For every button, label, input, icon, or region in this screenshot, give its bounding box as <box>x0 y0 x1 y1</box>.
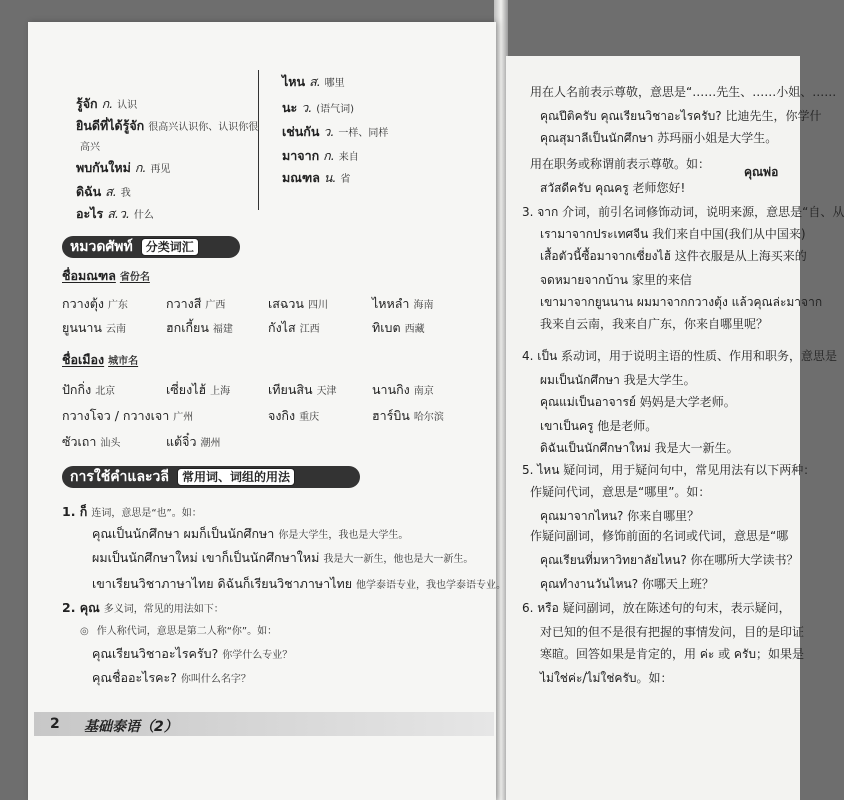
right-page-line: สวัสดีครับ คุณครู 老师您好! <box>540 181 686 195</box>
section-header-vocab: หมวดศัพท์ 分类词汇 <box>62 236 240 258</box>
city-item: เซี่ยงไฮ้ 上海 <box>166 382 231 397</box>
city-item: กวางโจว / กวางเจา 广州 <box>62 408 194 423</box>
right-page-line: คุณมาจากไหน? 你来自哪里？ <box>540 509 700 523</box>
city-item: ปักกิ่ง 北京 <box>62 382 116 397</box>
usage-example: เขาเรียนวิชาภาษาไทย ดิฉันก็เรียนวิชาภาษาไทย 他学泰语专业，我也学泰语专业。 <box>92 576 507 591</box>
city-item: แต้จิ๋ว 潮州 <box>166 434 221 449</box>
right-page-line: 作疑问代词，意思是“哪里”。如： <box>530 485 711 499</box>
provinces-heading: ชื่อมณฑล 省份名 <box>62 268 150 283</box>
vocab-entry: ยินดีที่ได้รู้จัก 很高兴认识你、认识你很 <box>76 118 259 133</box>
vocab-entry: มาจาก ก. 来自 <box>282 148 359 163</box>
right-page-line: ไม่ใช่ค่ะ/ไม่ใช่ครับ。如： <box>540 671 673 685</box>
vocab-entry: อะไร ส.ว. 什么 <box>76 206 154 221</box>
right-page-line: 4. เป็น 系动词，用于说明主语的性质、作用和职务，意思是 <box>522 349 838 363</box>
usage-example: คุณเรียนวิชาอะไรครับ? 你学什么专业？ <box>92 646 293 661</box>
right-page-line: คุณแม่เป็นอาจารย์ 妈妈是大学老师。 <box>540 395 736 409</box>
right-page-line: 我来自云南，我来自广东，你来自哪里呢？ <box>540 317 769 331</box>
vocab-entry: นะ ว. (语气词) <box>282 100 355 115</box>
right-page-line: 寒暄。回答如果是肯定的，用 ค่ะ 或 ครับ；如果是 <box>540 647 805 661</box>
vocab-entry: มณฑล น. 省 <box>282 170 351 185</box>
right-page-line: 作疑问副词，修饰前面的名词或代词，意思是“哪 <box>530 529 789 543</box>
vocab-divider <box>258 70 259 210</box>
book-title: 基础泰语（2） <box>84 719 178 735</box>
right-page-line: 6. หรือ 疑问副词，放在陈述句的句末，表示疑问， <box>522 601 791 615</box>
usage-item-1: 1. ก็ 连词，意思是“也”。如： <box>62 504 202 519</box>
right-page-line: ดิฉันเป็นนักศึกษาใหม่ 我是大一新生。 <box>540 441 739 455</box>
province-item: ฮกเกี้ยน 福建 <box>166 320 233 335</box>
usage-item-2: 2. คุณ 多义词，常见的用法如下： <box>62 600 224 615</box>
usage-subitem: ◎ 作人称代词，意思是第二人称“你”。如： <box>80 626 278 637</box>
vocab-entry: เช่นกัน ว. 一样、同样 <box>282 124 389 139</box>
province-item: กังไส 江西 <box>268 320 320 335</box>
page-number: 2 <box>50 716 60 732</box>
city-item: ฮาร์บิน 哈尔滨 <box>372 408 444 423</box>
right-page-line: จดหมายจากบ้าน 家里的来信 <box>540 273 692 287</box>
vocab-entry: พบกันใหม่ ก. 再见 <box>76 160 171 175</box>
province-item: ยูนนาน 云南 <box>62 320 126 335</box>
usage-example: ผมเป็นนักศึกษาใหม่ เขาก็เป็นนักศึกษาใหม่ 我是大一新生，他也是大一新生。 <box>92 550 474 565</box>
right-page-line: คุณทำงานวันไหน? 你哪天上班？ <box>540 577 714 591</box>
province-item: เสฉวน 四川 <box>268 296 328 311</box>
vocab-entry: ดิฉัน ส. 我 <box>76 184 131 199</box>
vocab-entry: รู้จัก ก. 认识 <box>76 96 138 111</box>
province-item: ทิเบต 西藏 <box>372 320 425 335</box>
right-page-line: 5. ไหน 疑问词，用于疑问句中，常见用法有以下两种： <box>522 463 816 477</box>
right-page-line: เขามาจากยูนนาน ผมมาจากกวางตุ้ง แล้วคุณล่ะมาจาก <box>540 295 823 309</box>
right-page-line: เรามาจากประเทศจีน 我们来自中国(我们从中国来) <box>540 227 806 241</box>
right-page-line: คุณสุมาลีเป็นนักศึกษา 苏玛丽小姐是大学生。 <box>540 131 778 145</box>
vocab-entry: ไหน ส. 哪里 <box>282 74 345 89</box>
right-page-line: เสื้อตัวนี้ซื้อมาจากเซี่ยงไฮ้ 这件衣服是从上海买来的 <box>540 249 807 263</box>
right-page-line: 对已知的但不是很有把握的事情发问，目的是印证 <box>540 625 805 639</box>
right-page-line: 用在职务或称谓前表示尊敬。如： <box>530 157 711 171</box>
city-item: เทียนสิน 天津 <box>268 382 337 397</box>
usage-example: คุณเป็นนักศึกษา ผมก็เป็นนักศึกษา 你是大学生，我也是大学生。 <box>92 526 409 541</box>
city-item: ซัวเถา 汕头 <box>62 434 121 449</box>
right-page-line: เขาเป็นครู 他是老师。 <box>540 419 658 433</box>
vocab-entry-cont: 高兴 <box>80 142 100 153</box>
right-page-line: ผมเป็นนักศึกษา 我是大学生。 <box>540 373 696 387</box>
usage-example: คุณชื่ออะไรคะ? 你叫什么名字？ <box>92 670 251 685</box>
city-item: จงกิง 重庆 <box>268 408 320 423</box>
section-header-usage: การใช้คำและวลี 常用词、词组的用法 <box>62 466 360 488</box>
province-item: ไหหลำ 海南 <box>372 296 434 311</box>
province-item: กวางสี 广西 <box>166 296 226 311</box>
province-item: กวางตุ้ง 广东 <box>62 296 128 311</box>
right-page-line: 用在人名前表示尊敬，意思是“……先生、……小姐、…… <box>530 85 837 99</box>
city-item: นานกิง 南京 <box>372 382 434 397</box>
right-fragment: คุณพ่อ <box>744 165 779 179</box>
right-page-line: คุณเรียนที่มหาวิทยาลัยไหน? 你在哪所大学读书？ <box>540 553 799 567</box>
right-page-line: 3. จาก 介词，前引名词修饰动词，说明来源，意思是“自、从 <box>522 205 844 219</box>
right-page-line: คุณปีติครับ คุณเรียนวิชาอะไรครับ? 比迪先生，你学什 <box>540 109 822 123</box>
cities-heading: ชื่อเมือง 城市名 <box>62 352 139 367</box>
